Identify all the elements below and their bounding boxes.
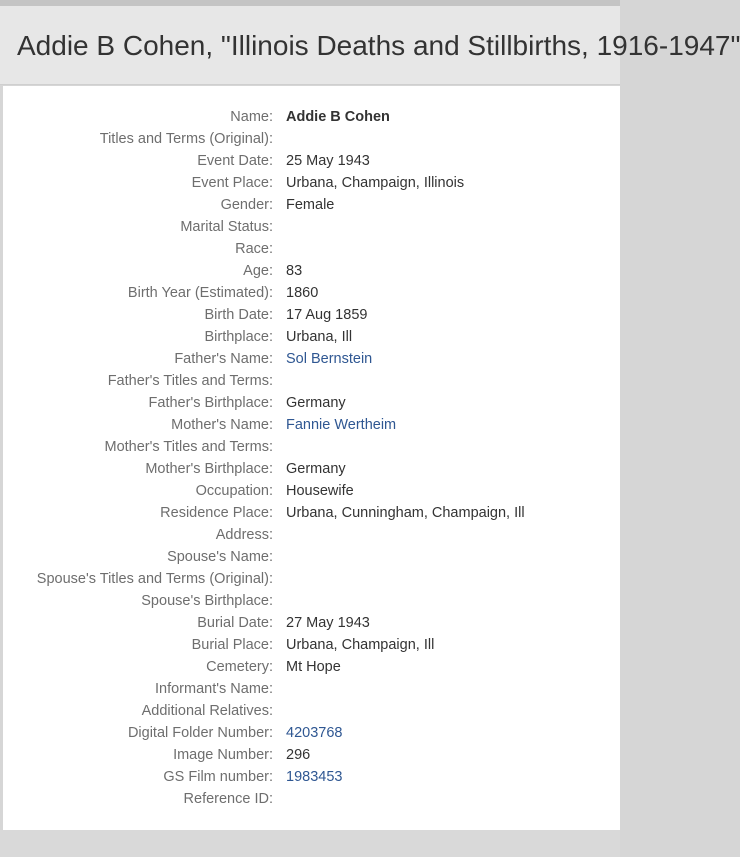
field-label: Age:	[243, 263, 273, 279]
record-field-row	[3, 414, 620, 436]
field-label: Name:	[230, 109, 273, 125]
record-field-row	[3, 370, 620, 392]
record-field-row	[3, 788, 620, 810]
record-field-row	[3, 348, 620, 370]
field-label: Father's Name:	[174, 351, 273, 367]
field-value: Germany	[286, 395, 346, 411]
field-value: Urbana, Cunningham, Champaign, Ill	[286, 505, 525, 521]
field-value: Urbana, Champaign, Ill	[286, 637, 435, 653]
field-value: 296	[286, 747, 311, 763]
field-label: Spouse's Name:	[167, 549, 273, 565]
field-label: Additional Relatives:	[141, 703, 273, 719]
page-title: Addie B Cohen, "Illinois Deaths and Stillbirths, 1916-1947"	[17, 30, 740, 61]
record-field-row	[3, 304, 620, 326]
record-field-row	[3, 744, 620, 766]
field-label: Reference ID:	[183, 791, 273, 807]
record-field-row	[3, 766, 620, 788]
record-field-row	[3, 282, 620, 304]
record-field-row	[3, 656, 620, 678]
field-label: Father's Birthplace:	[148, 395, 273, 411]
field-label: Address:	[215, 527, 273, 543]
field-value: 25 May 1943	[286, 153, 370, 169]
record-field-row	[3, 392, 620, 414]
record-field-row	[3, 150, 620, 172]
field-label: Mother's Titles and Terms:	[104, 439, 273, 455]
record-field-row	[3, 524, 620, 546]
field-label: Cemetery:	[206, 659, 273, 675]
record-field-row	[3, 326, 620, 348]
field-label: Image Number:	[173, 747, 273, 763]
record-field-row	[3, 634, 620, 656]
record-field-row	[3, 502, 620, 524]
record-details-panel	[3, 86, 620, 830]
record-field-row	[3, 436, 620, 458]
field-label: Marital Status:	[180, 219, 273, 235]
field-value-link[interactable]: Sol Bernstein	[286, 351, 373, 367]
field-label: Burial Date:	[197, 615, 273, 631]
record-field-row	[3, 238, 620, 260]
record-field-row	[3, 106, 620, 128]
record-field-row	[3, 480, 620, 502]
record-field-row	[3, 216, 620, 238]
field-value: 27 May 1943	[286, 615, 370, 631]
record-field-row	[3, 194, 620, 216]
field-value: 17 Aug 1859	[286, 307, 368, 323]
field-label: Event Place:	[191, 175, 273, 191]
field-value: Mt Hope	[286, 659, 341, 675]
field-value: Female	[286, 197, 335, 213]
record-field-row	[3, 700, 620, 722]
field-label: GS Film number:	[163, 769, 273, 785]
field-label: Mother's Name:	[171, 417, 273, 433]
field-value: Housewife	[286, 483, 354, 499]
record-field-row	[3, 172, 620, 194]
field-value: Addie B Cohen	[286, 109, 390, 125]
record-field-row	[3, 260, 620, 282]
record-field-row	[3, 612, 620, 634]
record-fields-list	[3, 106, 620, 810]
field-value: Germany	[286, 461, 346, 477]
field-label: Race:	[235, 241, 273, 257]
field-label: Spouse's Titles and Terms (Original):	[36, 571, 273, 587]
record-header	[0, 6, 740, 85]
field-label: Digital Folder Number:	[127, 725, 273, 741]
field-label: Gender:	[220, 197, 273, 213]
field-value: 83	[286, 263, 303, 279]
field-value: Urbana, Ill	[286, 329, 353, 345]
field-label: Spouse's Birthplace:	[141, 593, 273, 609]
field-label: Occupation:	[195, 483, 273, 499]
field-label: Informant's Name:	[154, 681, 273, 697]
field-value: 1860	[286, 285, 319, 301]
bottom-strip	[0, 830, 620, 857]
field-label: Event Date:	[197, 153, 273, 169]
field-label: Burial Place:	[191, 637, 273, 653]
record-field-row	[3, 722, 620, 744]
record-field-row	[3, 458, 620, 480]
record-field-row	[3, 546, 620, 568]
record-field-row	[3, 678, 620, 700]
field-label: Birth Year (Estimated):	[127, 285, 273, 301]
field-value-link[interactable]: Fannie Wertheim	[286, 417, 397, 433]
field-label: Residence Place:	[160, 505, 273, 521]
field-label: Father's Titles and Terms:	[107, 373, 273, 389]
field-label: Mother's Birthplace:	[145, 461, 273, 477]
field-value: Urbana, Champaign, Illinois	[286, 175, 465, 191]
field-label: Titles and Terms (Original):	[99, 131, 273, 147]
field-label: Birthplace:	[204, 329, 273, 345]
record-field-row	[3, 590, 620, 612]
field-label: Birth Date:	[204, 307, 273, 323]
field-value-link[interactable]: 1983453	[286, 769, 343, 785]
field-value-link[interactable]: 4203768	[286, 725, 343, 741]
record-field-row	[3, 568, 620, 590]
record-field-row	[3, 128, 620, 150]
